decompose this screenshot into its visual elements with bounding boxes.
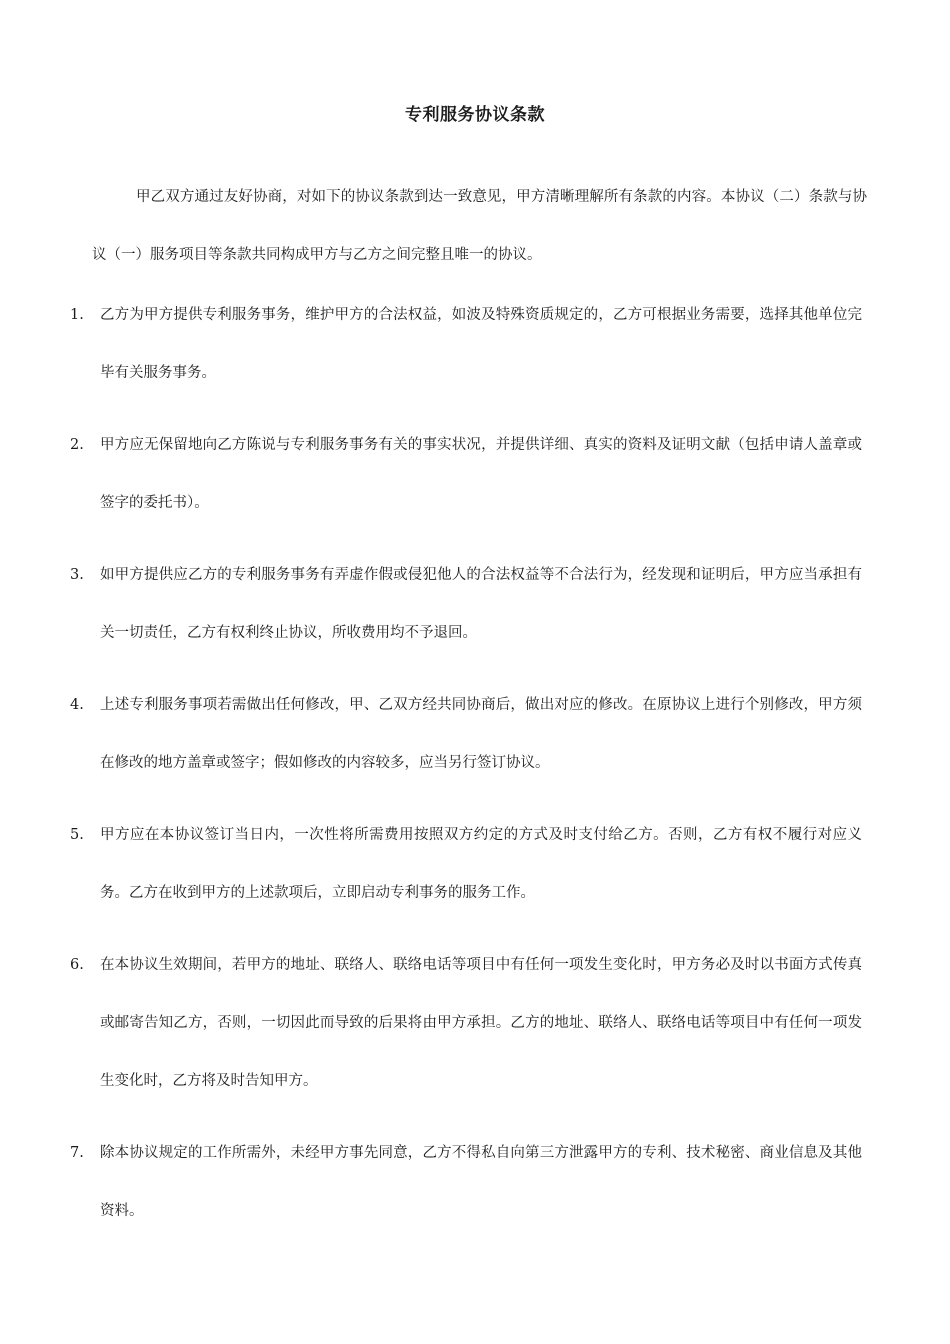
clause-number: 4. bbox=[70, 697, 84, 713]
clause-number: 7. bbox=[70, 1145, 84, 1161]
clause-text: 除本协议规定的工作所需外，未经甲方事先同意，乙方不得私自向第三方泄露甲方的专利、技术秘密、商业信息及其他资料。 bbox=[100, 1145, 862, 1219]
clause-number: 2. bbox=[70, 437, 84, 453]
clause-number: 3. bbox=[70, 567, 84, 583]
clause-2 bbox=[70, 416, 862, 532]
clause-3 bbox=[70, 546, 862, 662]
clause-text: 如甲方提供应乙方的专利服务事务有弄虚作假或侵犯他人的合法权益等不合法行为，经发现和证明后，甲方应当承担有关一切责任，乙方有权利终止协议，所收费用均不予退回。 bbox=[100, 567, 862, 641]
clause-number: 6. bbox=[70, 957, 84, 973]
clause-7 bbox=[70, 1124, 862, 1240]
clause-number: 5. bbox=[70, 827, 84, 843]
clause-text: 在本协议生效期间，若甲方的地址、联络人、联络电话等项目中有任何一项发生变化时，甲方务必及时以书面方式传真或邮寄告知乙方，否则，一切因此而导致的后果将由甲方承担。乙方的地址、联络人、联络电话等项目中有任何一项发生变化时，乙方将及时告知甲方。 bbox=[100, 957, 862, 1089]
clause-text: 乙方为甲方提供专利服务事务，维护甲方的合法权益，如波及特殊资质规定的，乙方可根据业务需要，选择其他单位完毕有关服务事务。 bbox=[100, 307, 862, 381]
clause-text: 甲方应在本协议签订当日内，一次性将所需费用按照双方约定的方式及时支付给乙方。否则，乙方有权不履行对应义务。乙方在收到甲方的上述款项后，立即启动专利事务的服务工作。 bbox=[100, 827, 862, 901]
clause-1 bbox=[70, 286, 862, 402]
clause-6 bbox=[70, 936, 862, 1110]
clause-5 bbox=[70, 806, 862, 922]
clause-number: 1. bbox=[70, 307, 84, 323]
clause-4 bbox=[70, 676, 862, 792]
clause-text: 甲方应无保留地向乙方陈说与专利服务事务有关的事实状况，并提供详细、真实的资料及证明文献（包括申请人盖章或签字的委托书）。 bbox=[100, 437, 862, 511]
document-title: 专利服务协议条款 bbox=[405, 105, 545, 125]
intro-paragraph: 甲乙双方通过友好协商，对如下的协议条款到达一致意见，甲方清晰理解所有条款的内容。本协议（二）条款与协议（一）服务项目等条款共同构成甲方与乙方之间完整且唯一的协议。 bbox=[92, 189, 867, 263]
clause-text: 上述专利服务事项若需做出任何修改，甲、乙双方经共同协商后，做出对应的修改。在原协议上进行个别修改，甲方须在修改的地方盖章或签字；假如修改的内容较多，应当另行签订协议。 bbox=[100, 697, 862, 771]
